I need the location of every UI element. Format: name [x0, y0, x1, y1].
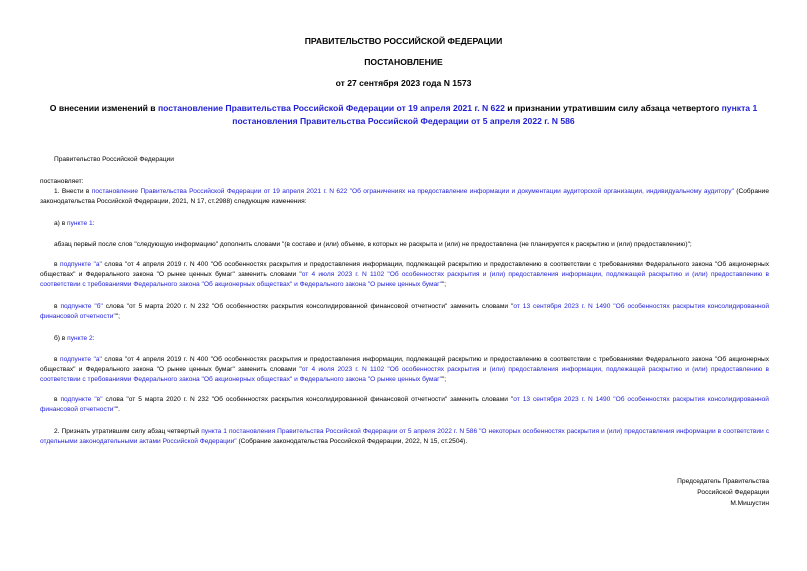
item-b2-text-a: в — [54, 396, 61, 403]
item-b2-text-c: ". — [115, 406, 120, 414]
link-subpunkt-a-2[interactable]: подпункте "а" — [60, 356, 102, 363]
paragraph-1-text-b: (Собрание законодательства Российской Федерации, 2021, N 17, ст.2988) следующие изменения: — [40, 188, 770, 206]
subparagraph-a-text: абзац первый после слов "следующую информацию" дополнить словами "(в составе и (или) объеме, в которых не раскрыта и (или) не предоставлена (не планируется к раскрытию и (или) предоставлению)"; — [54, 241, 692, 248]
item-a1-text-a: в — [54, 261, 61, 268]
item-a2-text-a: в — [54, 303, 61, 310]
subparagraph-a-item-2 — [40, 302, 769, 322]
subparagraph-b-item-2 — [40, 395, 769, 415]
subparagraph-a — [40, 219, 769, 229]
item-b1-text-b: слова "от 4 апреля 2019 г. N 400 "Об особенностях раскрытия и предоставления информации, подлежащей раскрытию и предоставлению в соответствии с требованиями Федерального закона "Об акционерных обществах" и Федерального закона "О рынке ценных бумаг" заменить словами " — [40, 356, 769, 374]
link-decree-586[interactable]: пункта 1 постановления Правительства Российской Федерации от 5 апреля 2022 г. N 586 "О некоторых особенностях раскрытия и (или) предоставления информации в соответствии с отдельными законодательными актами Российской Федерации" — [40, 428, 769, 446]
subparagraph-a-item-1 — [40, 260, 769, 291]
link-decree-1102[interactable]: от 4 июля 2023 г. N 1102 "Об особенностях раскрытия и (или) предоставления информации, подлежащей раскрытию и (или) предоставлению в соответствии с требованиями Федерального закона "Об акционерных обществах" и Федерального закона "О рынке ценных бумаг" — [40, 271, 769, 289]
link-punkt-2[interactable]: пункте 2 — [67, 335, 93, 342]
date-number: от 27 сентября 2023 года N 1573 — [335, 78, 472, 88]
item-b1-text-a: в — [54, 356, 61, 363]
link-subpunkt-a[interactable]: подпункте "а" — [60, 261, 102, 268]
item-a1-text-b: слова "от 4 апреля 2019 г. N 400 "Об особенностях раскрытия и предоставления информации, подлежащей раскрытию и предоставлению в соответствии с требованиями Федерального закона "Об акционерных обществах" и Федерального закона "О рынке ценных бумаг" заменить словами " — [40, 261, 769, 279]
subject-link-decree-622[interactable]: постановление Правительства Российской Федерации от 19 апреля 2021 г. N 622 — [157, 103, 505, 113]
paragraph-2-text-a: 2. Признать утратившим силу абзац четвертый — [54, 428, 202, 435]
item-a2-text-c: "; — [115, 313, 120, 321]
paragraph-2 — [40, 427, 769, 447]
link-decree-1490-2[interactable]: от 13 сентября 2023 г. N 1490 "Об особенностях раскрытия консолидированной финансовой отчетности" — [40, 396, 769, 414]
item-b2-text-b: слова "от 5 марта 2020 г. N 232 "Об особенностях раскрытия консолидированной финансовой отчетности" заменить словами " — [102, 396, 514, 403]
resolves-label: постановляет: — [40, 178, 84, 185]
link-subpunkt-v[interactable]: подпункте "в" — [60, 396, 103, 403]
link-decree-1102-2[interactable]: от 4 июля 2023 г. N 1102 "Об особенностях раскрытия и (или) предоставления информации, подлежащей раскрытию и (или) предоставлению в соответствии с требованиями Федерального закона "Об акционерных обществах" и Федерального закона "О рынке ценных бумаг" — [40, 366, 769, 384]
subject-text-2: и признании утратившим силу абзаца четвертого — [504, 103, 722, 113]
item-a2-text-b: слова "от 5 марта 2020 г. N 232 "Об особенностях раскрытия консолидированной финансовой отчетности" заменить словами " — [102, 303, 514, 310]
subject-link-decree-586[interactable]: пункта 1 постановления Правительства Российской Федерации от 5 апреля 2022 г. N 586 — [232, 103, 758, 126]
item-a1-text-c: "; — [441, 281, 447, 289]
subparagraph-b-item-1 — [40, 355, 769, 386]
subparagraph-a-text-a: а) в — [54, 220, 68, 227]
signature-name: М.Мишустин — [730, 500, 769, 507]
subject-text-1: О внесении изменений в — [49, 103, 158, 113]
signature-org: Российской Федерации — [697, 489, 769, 496]
paragraph-1 — [40, 187, 769, 207]
org-title: ПРАВИТЕЛЬСТВО РОССИЙСКОЙ ФЕДЕРАЦИИ — [304, 36, 503, 46]
link-subpunkt-b[interactable]: подпункте "б" — [60, 303, 103, 310]
doc-type: ПОСТАНОВЛЕНИЕ — [364, 57, 443, 67]
paragraph-1-text-a: 1. Внести в — [54, 188, 92, 195]
link-decree-622[interactable]: постановление Правительства Российской Федерации от 19 апреля 2021 г. N 622 "Об ограничениях на предоставление информации и документации аудиторской организации, индивидуальному аудитору" — [91, 188, 734, 195]
document-subject — [46, 102, 761, 128]
link-decree-1490[interactable]: от 13 сентября 2023 г. N 1490 "Об особенностях раскрытия консолидированной финансовой отчетности" — [40, 303, 769, 321]
subparagraph-b-text-b: : — [92, 335, 95, 342]
government-label: Правительство Российской Федерации — [54, 156, 174, 163]
subparagraph-a-text-b: : — [92, 220, 95, 227]
paragraph-2-text-b: (Собрание законодательства Российской Федерации, 2022, N 15, ст.2504). — [236, 438, 468, 446]
link-punkt-1[interactable]: пункте 1 — [67, 220, 93, 227]
subparagraph-b — [40, 334, 769, 344]
item-b1-text-c: "; — [441, 376, 447, 384]
subparagraph-b-text-a: б) в — [54, 335, 68, 342]
signature-position: Председатель Правительства — [677, 478, 769, 485]
